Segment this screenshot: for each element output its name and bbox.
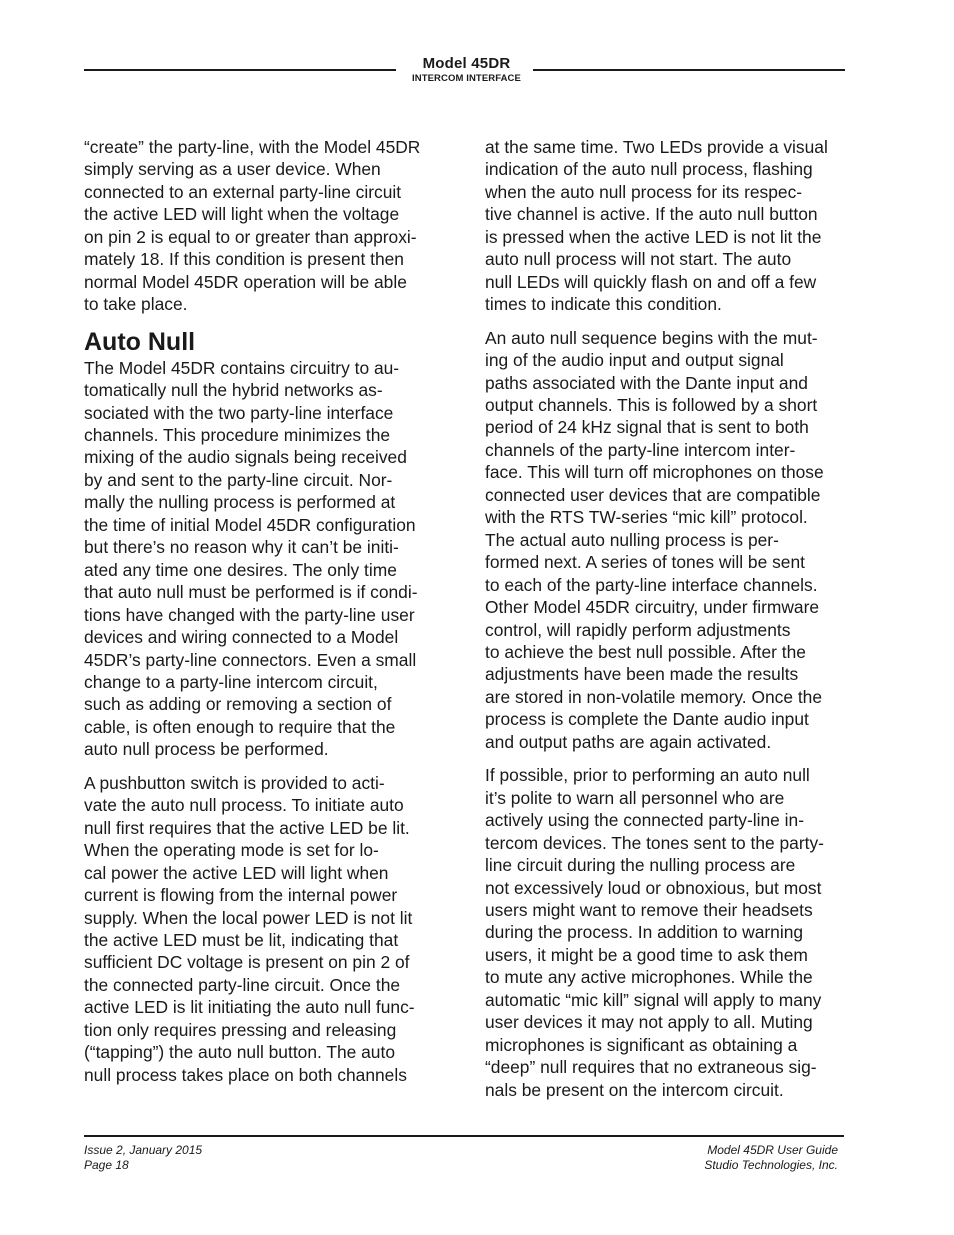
text-line: tercom devices. The tones sent to the party- xyxy=(485,832,824,853)
text-line: that auto null must be performed is if condi- xyxy=(84,582,418,603)
text-line: sociated with the two party-line interface xyxy=(84,402,394,423)
text-line: users, it might be a good time to ask them xyxy=(485,944,808,965)
right-paragraph-3 xyxy=(485,764,857,1101)
text-line: line circuit during the nulling process are xyxy=(485,855,796,876)
text-line: cable, is often enough to require that the xyxy=(84,716,396,737)
footer-left xyxy=(84,1143,202,1173)
text-line: tion only requires pressing and releasing xyxy=(84,1019,397,1040)
text-line: supply. When the local power LED is not lit xyxy=(84,907,413,928)
text-line: when the auto null process for its respec- xyxy=(485,181,803,202)
text-line: control, will rapidly perform adjustments xyxy=(485,619,791,640)
text-line: (“tapping”) the auto null button. The auto xyxy=(84,1042,395,1063)
text-line: current is flowing from the internal power xyxy=(84,885,398,906)
text-line: channels of the party-line intercom inter- xyxy=(485,439,796,460)
text-line: period of 24 kHz signal that is sent to both xyxy=(485,417,809,438)
text-line: tions have changed with the party-line user xyxy=(84,604,415,625)
left-paragraph-2 xyxy=(84,357,456,761)
text-line: tomatically null the hybrid networks as- xyxy=(84,380,383,401)
text-line: auto null process will not start. The auto xyxy=(485,249,792,270)
text-line: ing of the audio input and output signal xyxy=(485,350,784,371)
right-paragraph-1 xyxy=(485,136,857,316)
text-line: to take place. xyxy=(84,294,188,315)
text-line: The Model 45DR contains circuitry to au- xyxy=(84,357,400,378)
right-column xyxy=(485,136,857,1112)
text-line: to mute any active microphones. While the xyxy=(485,967,813,988)
text-line: active LED is lit initiating the auto null func- xyxy=(84,997,415,1018)
footer-company: Studio Technologies, Inc. xyxy=(704,1158,838,1172)
text-line: simply serving as a user device. When xyxy=(84,159,381,180)
text-line: output channels. This is followed by a short xyxy=(485,394,818,415)
text-line: “deep” null requires that no extraneous sig- xyxy=(485,1057,817,1078)
text-line: mately 18. If this condition is present then xyxy=(84,249,404,270)
text-line: A pushbutton switch is provided to acti- xyxy=(84,772,385,793)
footer-issue: Issue 2, January 2015 xyxy=(84,1143,203,1157)
text-line: formed next. A series of tones will be sent xyxy=(485,552,805,573)
left-column xyxy=(84,136,456,1097)
text-line: it’s polite to warn all personnel who are xyxy=(485,787,785,808)
footer-right xyxy=(704,1143,838,1173)
text-line: devices and wiring connected to a Model xyxy=(84,627,399,648)
text-line: ated any time one desires. The only time xyxy=(84,559,397,580)
text-line: When the operating mode is set for lo- xyxy=(84,840,379,861)
text-line: the active LED will light when the voltage xyxy=(84,204,400,225)
text-line: nals be present on the intercom circuit. xyxy=(485,1079,784,1100)
text-line: tive channel is active. If the auto null button xyxy=(485,204,818,225)
text-line: the active LED must be lit, indicating that xyxy=(84,929,399,950)
text-line: not excessively loud or obnoxious, but most xyxy=(485,877,822,898)
text-line: are stored in non-volatile memory. Once the xyxy=(485,686,823,707)
text-line: An auto null sequence begins with the mut- xyxy=(485,327,818,348)
text-line: on pin 2 is equal to or greater than approxi- xyxy=(84,226,417,247)
text-line: the time of initial Model 45DR configuration xyxy=(84,514,416,535)
text-line: such as adding or removing a section of xyxy=(84,694,392,715)
text-line: by and sent to the party-line circuit. Nor- xyxy=(84,469,393,490)
text-line: null process takes place on both channels xyxy=(84,1064,407,1085)
text-line: user devices it may not apply to all. Muting xyxy=(485,1012,813,1033)
text-line: The actual auto nulling process is per- xyxy=(485,529,779,550)
text-line: users might want to remove their headsets xyxy=(485,899,813,920)
text-line: 45DR’s party-line connectors. Even a small xyxy=(84,649,417,670)
text-line: channels. This procedure minimizes the xyxy=(84,424,391,445)
text-line: is pressed when the active LED is not lit the xyxy=(485,226,822,247)
text-line: connected to an external party-line circuit xyxy=(84,181,402,202)
text-line: but there’s no reason why it can’t be initi- xyxy=(84,537,399,558)
text-line: with the RTS TW-series “mic kill” protocol. xyxy=(485,507,808,528)
right-paragraph-2 xyxy=(485,327,857,754)
text-line: paths associated with the Dante input and xyxy=(485,372,808,393)
text-line: actively using the connected party-line in- xyxy=(485,810,805,831)
text-line: at the same time. Two LEDs provide a visual xyxy=(485,137,828,157)
text-line: cal power the active LED will light when xyxy=(84,862,389,883)
text-line: null first requires that the active LED be lit. xyxy=(84,817,410,838)
text-line: the connected party-line circuit. Once the xyxy=(84,974,401,995)
text-line: Other Model 45DR circuitry, under firmware xyxy=(485,597,820,618)
header-rule-left xyxy=(84,69,396,71)
text-line: null LEDs will quickly flash on and off a few xyxy=(485,271,817,292)
text-line: connected user devices that are compatible xyxy=(485,484,821,505)
text-line: to achieve the best null possible. After the xyxy=(485,641,806,662)
text-line: indication of the auto null process, flashing xyxy=(485,159,813,180)
text-line: process is complete the Dante audio input xyxy=(485,709,809,730)
text-line: adjustments have been made the results xyxy=(485,664,799,685)
text-line: auto null process be performed. xyxy=(84,739,329,760)
section-heading-auto-null: Auto Null xyxy=(84,327,196,356)
footer-page-number: Page 18 xyxy=(84,1158,129,1172)
text-line: If possible, prior to performing an auto null xyxy=(485,765,810,786)
text-line: face. This will turn off microphones on those xyxy=(485,462,824,483)
footer-guide-title: Model 45DR User Guide xyxy=(707,1143,838,1157)
text-line: automatic “mic kill” signal will apply to many xyxy=(485,989,822,1010)
text-line: normal Model 45DR operation will be able xyxy=(84,271,407,292)
header-subtitle: INTERCOM INTERFACE xyxy=(412,73,521,84)
text-line: during the process. In addition to warning xyxy=(485,922,804,943)
text-line: to each of the party-line interface channels. xyxy=(485,574,818,595)
text-line: sufficient DC voltage is present on pin 2 of xyxy=(84,952,410,973)
text-line: mally the nulling process is performed at xyxy=(84,492,396,513)
text-line: microphones is significant as obtaining a xyxy=(485,1034,798,1055)
text-line: “create” the party-line, with the Model 45DR xyxy=(84,137,421,157)
text-line: times to indicate this condition. xyxy=(485,294,722,315)
header-title: Model 45DR xyxy=(422,55,511,72)
left-paragraph-1 xyxy=(84,136,456,316)
footer-rule xyxy=(84,1135,844,1137)
text-line: mixing of the audio signals being received xyxy=(84,447,407,468)
text-line: vate the auto null process. To initiate auto xyxy=(84,795,404,816)
text-line: change to a party-line intercom circuit, xyxy=(84,671,378,692)
text-line: and output paths are again activated. xyxy=(485,731,772,752)
left-paragraph-3 xyxy=(84,772,456,1086)
header-rule-right xyxy=(533,69,845,71)
